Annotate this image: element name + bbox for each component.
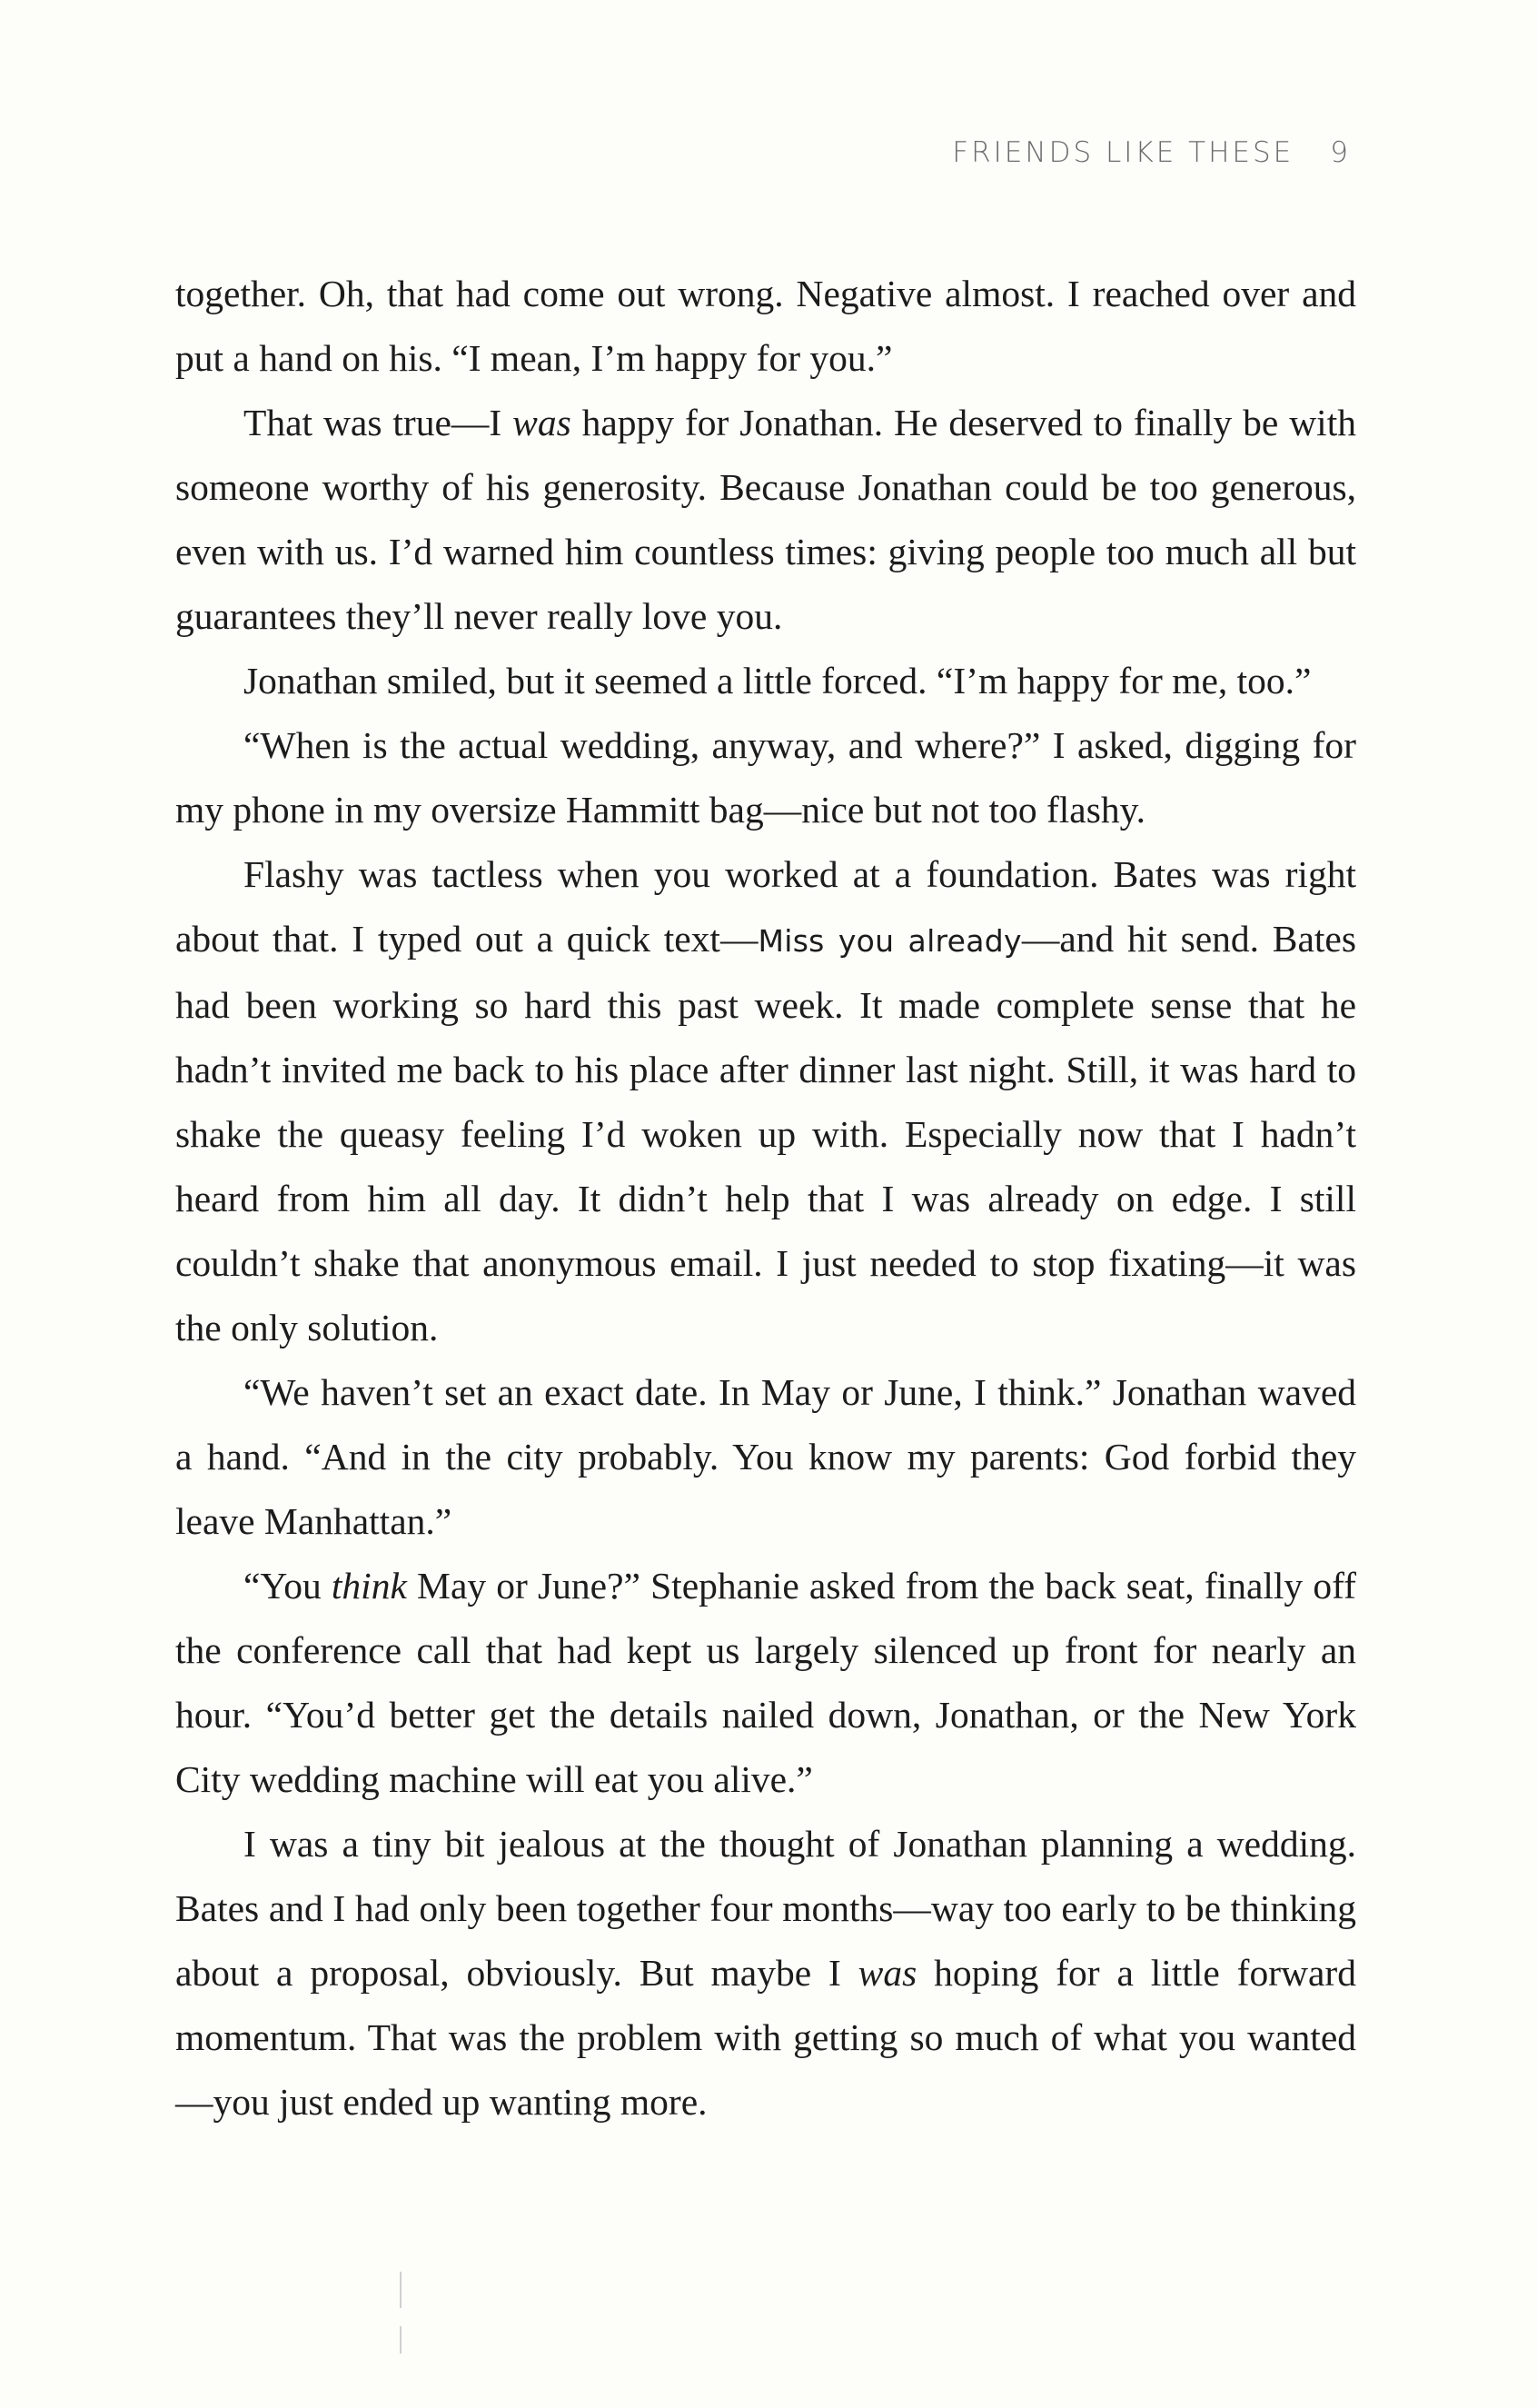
emphasis: think [331, 1565, 407, 1607]
paragraph-8: I was a tiny bit jealous at the thought of Jonathan planning a wedding. Bates and I had only been together four months—way too early to be thinking about a proposal, obviously. But maybe I was hoping for a little forward momentum. That was the problem with getting so much of what you wanted—you just ended up wanting more. [175, 1823, 1356, 2123]
book-title: FRIENDS LIKE THESE [952, 136, 1294, 169]
paragraph-2: That was true—I was happy for Jonathan. He deserved to finally be with someone worthy of his generosity. Because Jonathan could be too generous, even with us. I’d warned him countless times: giving people too much all but guarantees they’ll never really love you. [175, 402, 1356, 637]
emphasis: was [512, 402, 571, 443]
scan-mark [400, 2272, 402, 2308]
text-message: Miss you already [758, 923, 1022, 959]
paragraph-1: together. Oh, that had come out wrong. Negative almost. I reached over and put a hand on his. “I mean, I’m happy for you.” [175, 273, 1356, 379]
paragraph-7: “You think May or June?” Stephanie asked from the back seat, finally off the conference call that had kept us largely silenced up front for nearly an hour. “You’d better get the details nailed down, Jonathan, or the New York City wedding machine will eat you alive.” [175, 1565, 1356, 1800]
body-text [175, 262, 1356, 2134]
paragraph-5: Flashy was tactless when you worked at a foundation. Bates was right about that. I typed out a quick text—Miss you already—and hit send. Bates had been working so hard this past week. It made complete sense that he hadn’t invited me back to his place after dinner last night. Still, it was hard to shake the queasy feeling I’d woken up with. Especially now that I hadn’t heard from him all day. It didn’t help that I was already on edge. I still couldn’t shake that anonymous email. I just needed to stop fixating—it was the only solution. [175, 853, 1356, 1348]
paragraph-3: Jonathan smiled, but it seemed a little forced. “I’m happy for me, too.” [243, 660, 1312, 702]
running-head [952, 136, 1348, 169]
paragraph-6: “We haven’t set an exact date. In May or June, I think.” Jonathan waved a hand. “And in the city probably. You know my parents: God forbid they leave Manhattan.” [175, 1371, 1356, 1542]
emphasis: was [858, 1952, 917, 1994]
scan-mark [400, 2326, 402, 2353]
paragraph-4: “When is the actual wedding, anyway, and where?” I asked, digging for my phone in my oversize Hammitt bag—nice but not too flashy. [175, 724, 1356, 831]
page-number: 9 [1330, 136, 1348, 169]
